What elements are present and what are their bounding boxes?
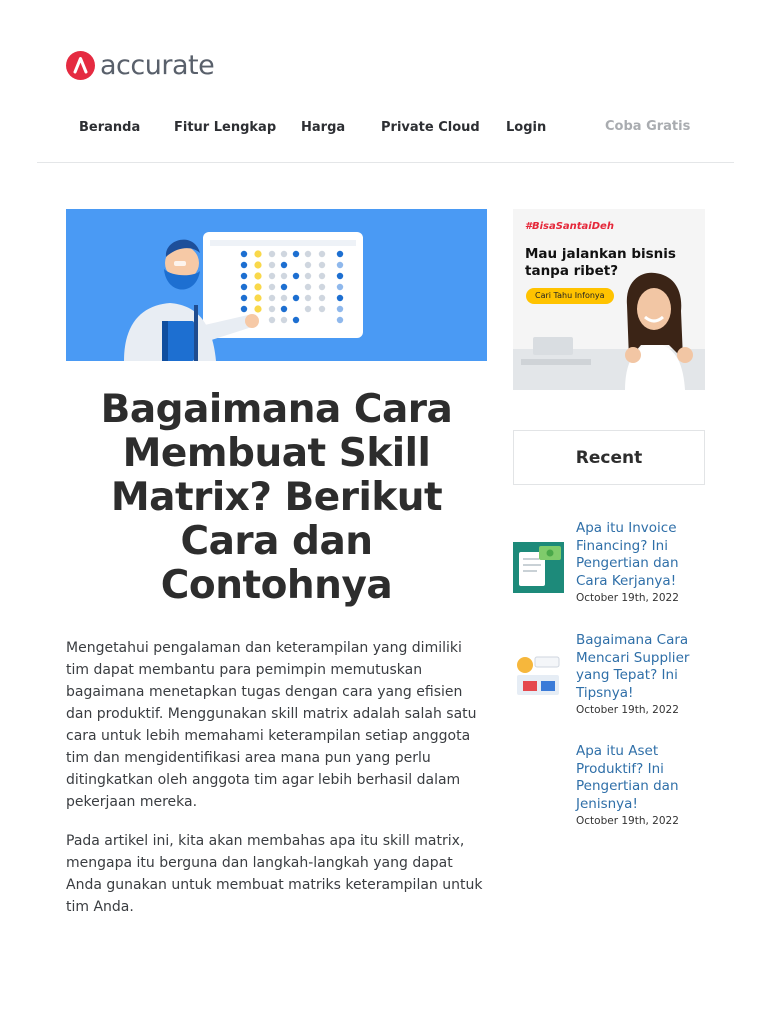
site-logo[interactable] [66,50,214,81]
promo-headline: Mau jalankan bisnis tanpa ribet? [525,246,676,279]
article-paragraph: Mengetahui pengalaman dan keterampilan yang dimiliki tim dapat membantu para pemimpin memutuskan bagaimana menetapkan tugas dengan cara yang efisien dan produktif. Menggunakan skill matrix adalah salah satu cara untuk lebih memahami keterampilan setiap anggota tim dan mengidentifikasi area mana pun yang perlu ditingkatkan oleh anggota tim agar lebih berhasil dalam pekerjaan mereka. [66,640,477,810]
promo-banner[interactable] [513,209,705,390]
recent-post-date: October 19th, 2022 [576,815,679,827]
promo-hashtag: #BisaSantaiDeh [525,221,614,232]
supplier-thumbnail-icon[interactable] [513,651,564,702]
recent-post-link[interactable]: Apa itu Invoice Financing? Ini Pengertian dan Cara Kerjanya! [576,520,679,589]
nav-private-cloud[interactable]: Private Cloud [381,120,480,135]
recent-post-date: October 19th, 2022 [576,592,679,604]
recent-post-link[interactable]: Apa itu Aset Produktif? Ini Pengertian dan Jenisnya! [576,743,679,812]
main-nav [0,120,768,144]
recent-title: Recent [575,447,643,468]
recent-widget-header [513,430,705,485]
try-free-button[interactable]: Coba Gratis [605,119,691,134]
logo-text: accurate [100,50,215,81]
nav-harga[interactable]: Harga [301,120,346,135]
header-divider [37,162,734,163]
article-title: Bagaimana Cara Membuat Skill Matrix? Berikut Cara dan Contohnya [100,387,453,608]
logo-mark-icon [66,51,95,80]
skill-matrix-illustration-icon [66,209,487,361]
nav-fitur-lengkap[interactable]: Fitur Lengkap [174,120,277,135]
article-hero-image [66,209,487,361]
invoice-thumbnail-icon[interactable] [513,542,564,593]
article-paragraph: Pada artikel ini, kita akan membahas apa itu skill matrix, mengapa itu berguna dan langkah-langkah yang dapat Anda gunakan untuk membuat matriks keterampilan untuk tim Anda. [66,833,483,915]
nav-login[interactable]: Login [506,120,547,135]
recent-post-date: October 19th, 2022 [576,704,679,716]
promo-cta-button[interactable]: Cari Tahu Infonya [526,288,614,304]
recent-post-link[interactable]: Bagaimana Cara Mencari Supplier yang Tepat? Ini Tipsnya! [576,632,690,701]
nav-beranda[interactable]: Beranda [79,120,141,135]
